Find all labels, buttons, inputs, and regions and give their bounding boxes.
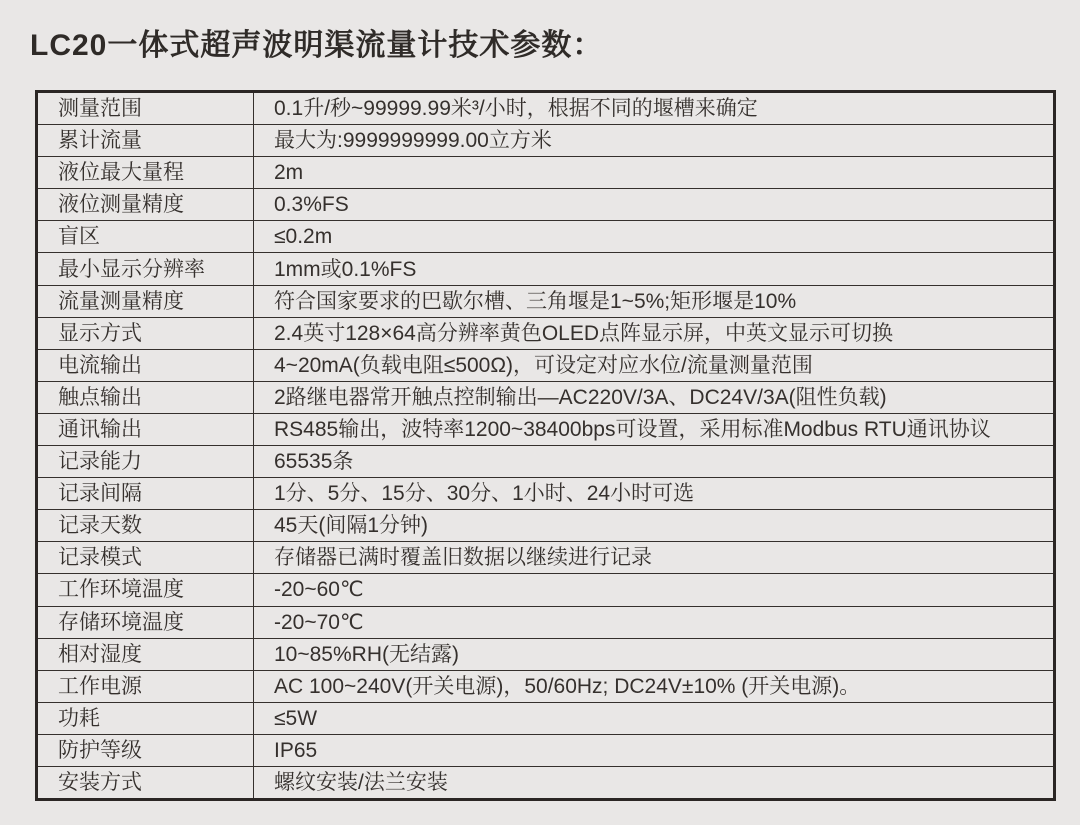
param-name-cell: 盲区: [37, 221, 254, 253]
table-row: [37, 92, 1055, 125]
param-name-cell: 液位测量精度: [37, 189, 254, 221]
table-row: [37, 189, 1055, 221]
param-name-cell: 记录模式: [37, 542, 254, 574]
param-name-cell: 存储环境温度: [37, 606, 254, 638]
param-value-cell: 1mm或0.1%FS: [254, 253, 1055, 285]
table-row: [37, 766, 1055, 799]
param-name-cell: 累计流量: [37, 125, 254, 157]
table-row: [37, 510, 1055, 542]
param-name-cell: 工作电源: [37, 670, 254, 702]
table-row: [37, 285, 1055, 317]
param-value-cell: 最大为:9999999999.00立方米: [254, 125, 1055, 157]
param-name-cell: 触点输出: [37, 381, 254, 413]
param-value-cell: 10~85%RH(无结露): [254, 638, 1055, 670]
param-name-cell: 记录能力: [37, 446, 254, 478]
table-row: [37, 702, 1055, 734]
param-name-cell: 记录间隔: [37, 478, 254, 510]
param-name-cell: 液位最大量程: [37, 157, 254, 189]
table-row: [37, 253, 1055, 285]
param-name-cell: 记录天数: [37, 510, 254, 542]
table-row: [37, 413, 1055, 445]
table-row: [37, 606, 1055, 638]
param-name-cell: 流量测量精度: [37, 285, 254, 317]
param-value-cell: 2路继电器常开触点控制输出—AC220V/3A、DC24V/3A(阻性负载): [254, 381, 1055, 413]
param-value-cell: 2.4英寸128×64高分辨率黄色OLED点阵显示屏，中英文显示可切换: [254, 317, 1055, 349]
param-name-cell: 工作环境温度: [37, 574, 254, 606]
param-value-cell: -20~70℃: [254, 606, 1055, 638]
param-value-cell: 存储器已满时覆盖旧数据以继续进行记录: [254, 542, 1055, 574]
table-row: [37, 446, 1055, 478]
table-row: [37, 157, 1055, 189]
param-value-cell: AC 100~240V(开关电源)，50/60Hz; DC24V±10% (开关电源)。: [254, 670, 1055, 702]
param-value-cell: 符合国家要求的巴歇尔槽、三角堰是1~5%;矩形堰是10%: [254, 285, 1055, 317]
param-value-cell: 螺纹安装/法兰安装: [254, 766, 1055, 799]
param-value-cell: 45天(间隔1分钟): [254, 510, 1055, 542]
param-value-cell: 0.3%FS: [254, 189, 1055, 221]
param-name-cell: 相对湿度: [37, 638, 254, 670]
param-value-cell: 0.1升/秒~99999.99米³/小时，根据不同的堰槽来确定: [254, 92, 1055, 125]
param-value-cell: 4~20mA(负载电阻≤500Ω)，可设定对应水位/流量测量范围: [254, 349, 1055, 381]
table-row: [37, 734, 1055, 766]
table-row: [37, 125, 1055, 157]
param-name-cell: 电流输出: [37, 349, 254, 381]
table-row: [37, 381, 1055, 413]
param-value-cell: 1分、5分、15分、30分、1小时、24小时可选: [254, 478, 1055, 510]
table-row: [37, 574, 1055, 606]
param-value-cell: IP65: [254, 734, 1055, 766]
param-name-cell: 防护等级: [37, 734, 254, 766]
param-name-cell: 安装方式: [37, 766, 254, 799]
spec-table: [35, 90, 1056, 801]
param-value-cell: 2m: [254, 157, 1055, 189]
table-row: [37, 349, 1055, 381]
table-row: [37, 670, 1055, 702]
param-name-cell: 功耗: [37, 702, 254, 734]
param-value-cell: ≤5W: [254, 702, 1055, 734]
param-name-cell: 最小显示分辨率: [37, 253, 254, 285]
table-row: [37, 638, 1055, 670]
table-row: [37, 478, 1055, 510]
table-row: [37, 221, 1055, 253]
table-row: [37, 542, 1055, 574]
param-value-cell: 65535条: [254, 446, 1055, 478]
param-value-cell: ≤0.2m: [254, 221, 1055, 253]
param-value-cell: -20~60℃: [254, 574, 1055, 606]
param-name-cell: 通讯输出: [37, 413, 254, 445]
page-title: LC20一体式超声波明渠流量计技术参数：: [30, 29, 604, 62]
param-name-cell: 测量范围: [37, 92, 254, 125]
param-name-cell: 显示方式: [37, 317, 254, 349]
param-value-cell: RS485输出，波特率1200~38400bps可设置，采用标准Modbus RTU通讯协议: [254, 413, 1055, 445]
table-row: [37, 317, 1055, 349]
